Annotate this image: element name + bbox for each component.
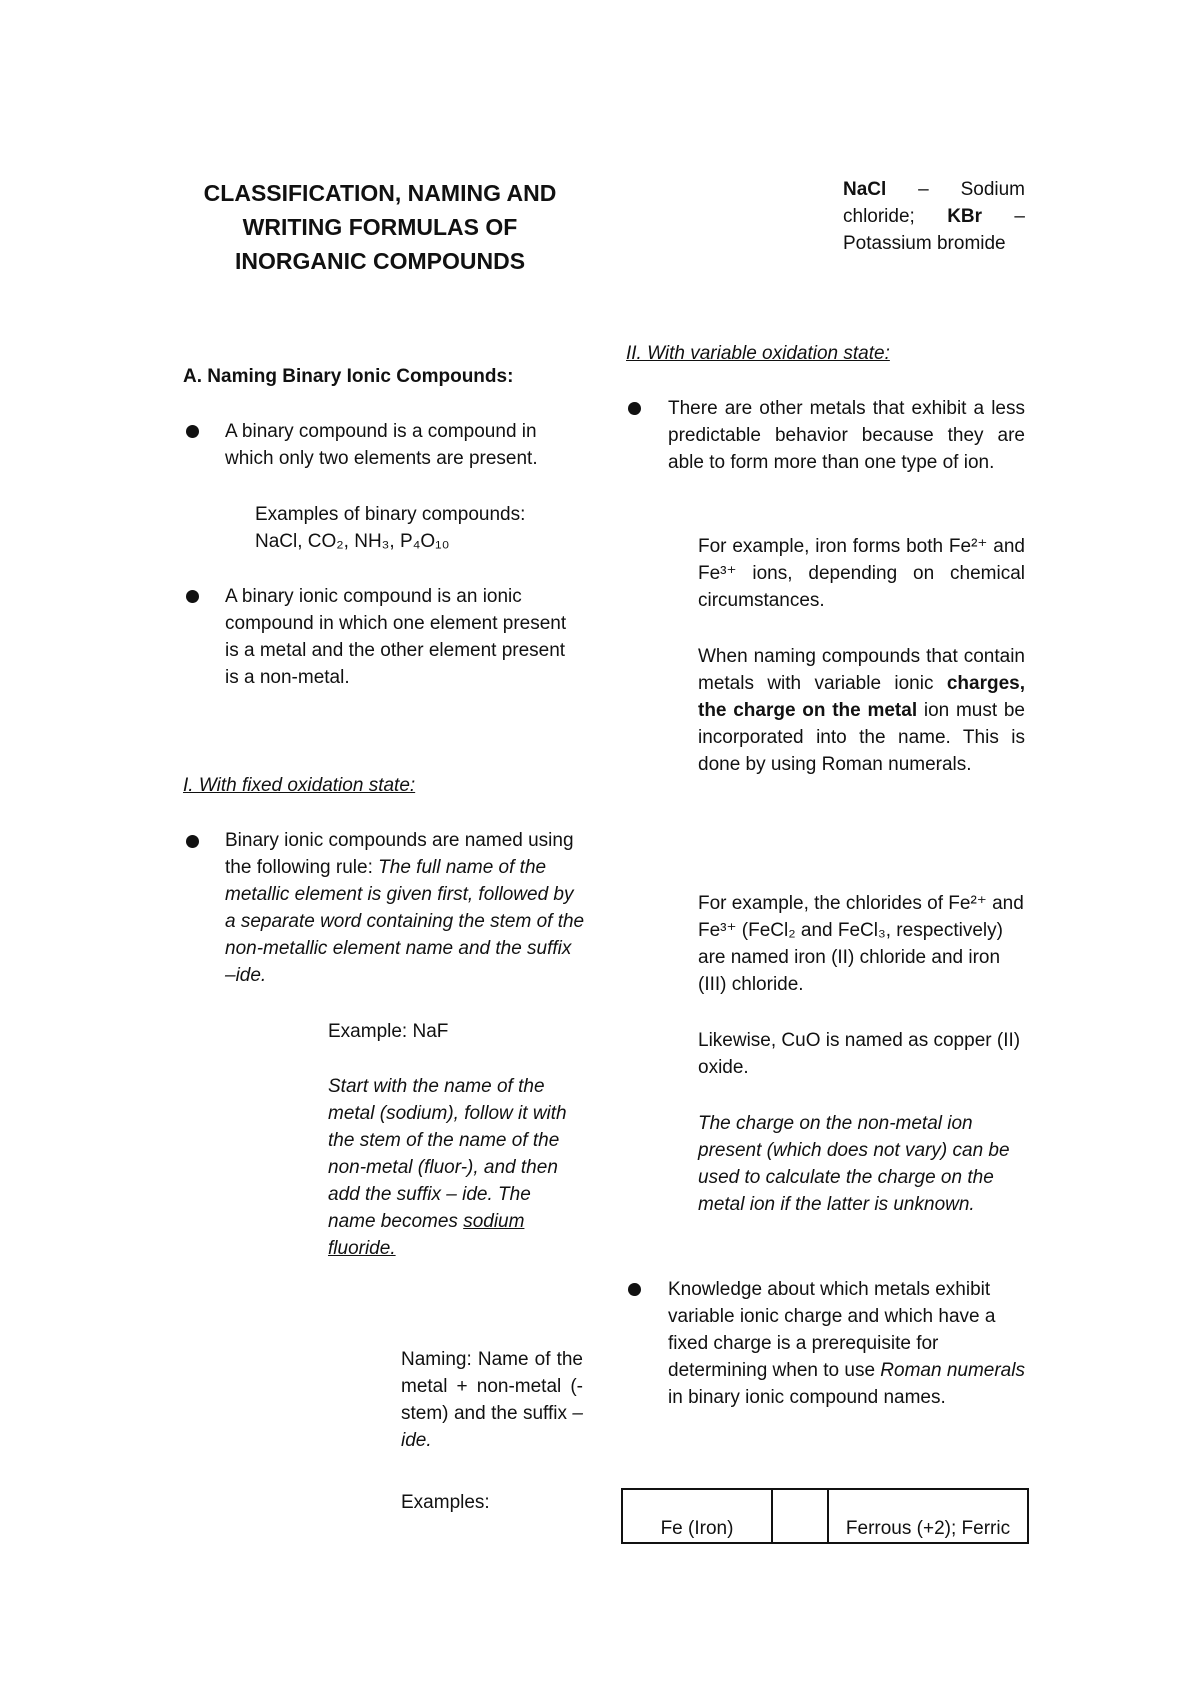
roman-explain-pre: When naming compounds that contain metals with variable ionic <box>698 646 1025 694</box>
naming-rule-prefix: Binary ionic compounds are named using the following rule: <box>225 830 574 878</box>
examples-label-2: Examples: <box>401 1492 490 1513</box>
roman-numerals-prerequisite <box>668 1276 1025 1411</box>
roman-explain-post: ion must be incorporated into the name. This is done by using Roman numerals. <box>698 700 1025 775</box>
prerequisite-post: in binary ionic compound names. <box>668 1387 946 1408</box>
naming-rule-italic: The full name of the metallic element is given first, followed by a separate word containing the stem of the non-metallic element name and the suffix –ide. <box>225 857 585 986</box>
table-cell-metal: Fe (Iron) <box>622 1489 772 1543</box>
examples-label: Examples of binary compounds: <box>255 504 526 525</box>
kbr-formula: KBr <box>947 206 983 227</box>
subsection-i-heading: I. With fixed oxidation state: <box>183 775 416 796</box>
naf-explanation-text: Start with the name of the metal (sodium), follow it with the stem of the name of the non-metal (fluor-), and then add the suffix – ide. The name becomes <box>328 1076 567 1232</box>
bullet-icon <box>628 402 641 415</box>
table-cell-names: Ferrous (+2); Ferric <box>828 1489 1028 1543</box>
roman-numerals-explanation <box>698 643 1025 778</box>
prerequisite-pre: Knowledge about which metals exhibit variable ionic charge and which have a fixed charge is a prerequisite for determining when to use <box>668 1279 996 1381</box>
bullet-icon <box>186 425 199 438</box>
iron-ions-example: For example, iron forms both Fe²⁺ and Fe³⁺ ions, depending on chemical circumstances. <box>698 536 1025 611</box>
naming-rule-text <box>225 827 585 989</box>
copper-oxide-example: Likewise, CuO is named as copper (II) oxide. <box>698 1030 1021 1078</box>
prerequisite-italic: Roman numerals <box>880 1360 1025 1381</box>
subsection-ii-heading: II. With variable oxidation state: <box>626 343 890 364</box>
iron-chlorides-example: For example, the chlorides of Fe²⁺ and Fe³⁺ (FeCl₂ and FeCl₃, respectively) are named iron (II) chloride and iron (III) chloride. <box>698 893 1024 995</box>
naf-result: sodium fluoride. <box>328 1211 525 1259</box>
naming-summary-text: Naming: Name of the metal + non-metal (-stem) and the suffix <box>401 1349 583 1424</box>
document-title <box>180 176 580 278</box>
example-naf: Example: NaF <box>328 1021 449 1042</box>
bullet-icon <box>186 835 199 848</box>
section-a-heading: A. Naming Binary Ionic Compounds: <box>183 366 514 387</box>
kbr-name: – Potassium bromide <box>843 206 1025 254</box>
nacl-name: – Sodium chloride; <box>843 179 1025 227</box>
roman-explain-bold: charges, the charge on the metal <box>698 673 1025 721</box>
examples-formulas: NaCl, CO₂, NH₃, P₄O₁₀ <box>255 531 450 552</box>
non-metal-charge-note: The charge on the non-metal ion present (which does not vary) can be used to calculate the charge on the metal ion if the latter is unknown. <box>698 1113 1010 1215</box>
title-line-1: CLASSIFICATION, NAMING AND <box>203 180 557 206</box>
naf-explanation <box>328 1073 578 1262</box>
title-line-2: WRITING FORMULAS OF <box>242 214 518 240</box>
metal-names-table <box>621 1488 1029 1544</box>
naming-summary-suffix: –ide. <box>401 1403 583 1451</box>
binary-compound-definition: A binary compound is a compound in which only two elements are present. <box>225 421 538 469</box>
variable-metals-text: There are other metals that exhibit a less predictable behavior because they are able to form more than one type of ion. <box>668 398 1025 473</box>
nacl-formula: NaCl <box>843 179 887 200</box>
bullet-icon <box>186 590 199 603</box>
table-cell-symbol <box>772 1489 828 1543</box>
table-row <box>622 1489 1028 1543</box>
naming-summary <box>401 1346 583 1454</box>
nacl-kbr-examples <box>843 176 1025 257</box>
title-line-3: INORGANIC COMPOUNDS <box>234 248 526 274</box>
binary-ionic-definition: A binary ionic compound is an ionic compound in which one element present is a metal and the other element present is a non-metal. <box>225 586 567 688</box>
bullet-icon <box>628 1283 641 1296</box>
